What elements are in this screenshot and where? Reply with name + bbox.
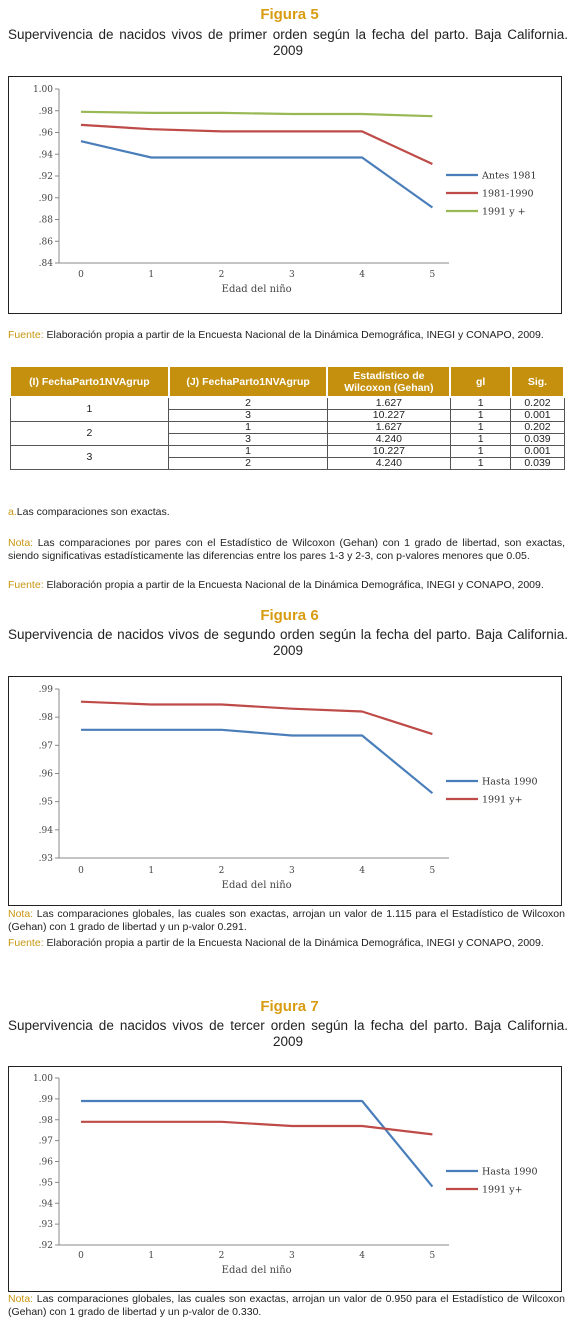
cell-wilcoxon: 1.627 [327,397,450,410]
y-tick-label: .84 [38,259,53,269]
cell-wilcoxon: 1.627 [327,422,450,434]
x-tick-label: 4 [359,866,365,876]
table-row [10,446,564,458]
x-tick-label: 1 [148,270,155,280]
cell-gl: 1 [450,410,511,422]
x-tick-label: 4 [359,270,365,280]
x-axis-title: Edad del niño [221,284,292,295]
x-axis-title: Edad del niño [221,880,292,891]
legend-label: Hasta 1990 [482,776,538,788]
cell-sig: 0.001 [511,446,564,458]
source-label: Fuente: [8,937,44,949]
table-row [10,422,564,434]
note-label: Nota: [8,537,34,549]
note-label: Nota: [8,908,34,920]
cell-gl: 1 [450,422,511,434]
note-text: Las comparaciones por pares con el Estadístico de Wilcoxon (Gehan) con 1 grado de libertad, son exactas, siendo significativas estadísticamente las diferencias entre los pares 1-3 y 2-3, con p-valores menores que 0.05. [8,537,565,562]
note-text: Las comparaciones globales, las cuales son exactas, arrojan un valor de 1.115 para el Estadístico de Wilcoxon (Gehan) con 1 grado de libertad y un p-valor 0.291. [8,908,565,933]
source-text: Elaboración propia a partir de la Encuesta Nacional de la Dinámica Demográfica, INEGI y CONAPO, 2009. [43,579,544,591]
x-tick-label: 5 [429,866,436,876]
y-tick-label: .93 [38,854,53,864]
footnote-a-label: a. [8,506,17,518]
wilcoxon-table [9,365,565,470]
figure-7-subtitle: Supervivencia de nacidos vivos de tercer orden según la fecha del parto. Baja California. 2009 [8,1018,568,1049]
cell-gl: 1 [450,397,511,410]
y-tick-label: .99 [38,1094,53,1105]
figure-7-chart [8,1066,562,1292]
source-text: Elaboración propia a partir de la Encuesta Nacional de la Dinámica Demográfica, INEGI y CONAPO, 2009. [43,937,544,949]
source-text: Elaboración propia a partir de la Encuesta Nacional de la Dinámica Demográfica, INEGI y CONAPO, 2009. [43,329,544,341]
legend-label: 1991 y+ [482,794,523,806]
y-tick-label: .93 [38,1220,53,1231]
y-tick-label: .94 [38,150,53,161]
series-line [81,1101,432,1187]
x-tick-label: 4 [359,1251,365,1261]
source-label: Fuente: [8,329,44,341]
x-tick-label: 1 [148,1251,155,1261]
table-header-row [10,366,564,397]
legend-label: 1981-1990 [482,188,534,200]
x-tick-label: 0 [78,270,84,280]
cell-sig: 0.202 [511,422,564,434]
cell-gl: 1 [450,446,511,458]
x-tick-label: 3 [288,866,295,876]
cell-j: 3 [169,434,328,446]
y-tick-label: .94 [38,1199,53,1210]
legend-label: 1991 y+ [482,1184,523,1196]
x-tick-label: 1 [148,866,155,876]
figure-6-title: Figura 6 [260,607,319,624]
y-tick-label: .96 [38,128,53,139]
cell-i: 3 [10,446,169,470]
legend-label: 1991 y + [482,206,526,218]
figure-7-note [8,1293,565,1318]
cell-wilcoxon: 4.240 [327,458,450,470]
y-tick-label: .86 [38,237,53,248]
y-tick-label: .95 [38,797,53,808]
table-row [10,397,564,410]
source-label: Fuente: [8,579,44,591]
cell-gl: 1 [450,434,511,446]
y-tick-label: .97 [38,741,53,752]
cell-gl: 1 [450,458,511,470]
figure-6-chart-svg [9,677,561,905]
cell-j: 3 [169,410,328,422]
cell-wilcoxon: 10.227 [327,410,450,422]
y-tick-label: .94 [38,825,53,836]
x-tick-label: 5 [429,270,436,280]
y-tick-label: .95 [38,1178,53,1189]
y-tick-label: .98 [38,1115,53,1126]
figure-6-subtitle: Supervivencia de nacidos vivos de segundo orden según la fecha del parto. Baja California. 2009 [8,627,568,658]
y-tick-label: .96 [38,769,53,780]
cell-sig: 0.202 [511,397,564,410]
cell-j: 1 [169,446,328,458]
x-tick-label: 0 [78,1251,84,1261]
col-header-wilcoxon: Estadístico de Wilcoxon (Gehan) [327,366,450,397]
footnote-a-text: Las comparaciones son exactas. [16,506,170,518]
y-tick-label: .90 [38,193,53,204]
note-label: Nota: [8,1293,34,1305]
y-tick-label: .99 [38,685,53,695]
figure-6-chart [8,676,562,906]
y-tick-label: 1.00 [32,85,53,95]
table-note [8,537,565,562]
cell-sig: 0.039 [511,458,564,470]
y-tick-label: .98 [38,713,53,724]
x-tick-label: 3 [288,270,295,280]
col-header-gl: gl [450,366,511,397]
figure-5-subtitle: Supervivencia de nacidos vivos de primer orden según la fecha del parto. Baja California. 2009 [8,27,568,58]
cell-j: 1 [169,422,328,434]
x-axis-title: Edad del niño [221,1265,292,1276]
x-tick-label: 2 [218,1251,225,1261]
cell-sig: 0.039 [511,434,564,446]
figure-5-source [8,329,565,342]
col-header-i: (I) FechaParto1NVAgrup [10,366,169,397]
cell-sig: 0.001 [511,410,564,422]
cell-i: 2 [10,422,169,446]
figure-6-note [8,908,565,933]
x-tick-label: 5 [429,1251,436,1261]
y-tick-label: .88 [38,215,53,226]
figure-5-title: Figura 5 [260,6,319,23]
figure-7-title: Figura 7 [260,998,319,1015]
y-tick-label: .92 [38,1241,53,1251]
cell-wilcoxon: 10.227 [327,446,450,458]
x-tick-label: 2 [218,866,225,876]
table-footnote-a [8,506,565,519]
figure-5-chart [8,76,562,314]
cell-i: 1 [10,397,169,422]
y-tick-label: .97 [38,1136,53,1147]
x-tick-label: 3 [288,1251,295,1261]
y-tick-label: .96 [38,1157,53,1168]
table-source [8,579,565,592]
figure-6-source [8,937,565,950]
y-tick-label: 1.00 [32,1074,53,1084]
cell-j: 2 [169,458,328,470]
col-header-sig: Sig. [511,366,564,397]
cell-j: 2 [169,397,328,410]
note-text: Las comparaciones globales, las cuales son exactas, arrojan un valor de 0.950 para el Estadístico de Wilcoxon (Gehan) con 1 grado de libertad y un p-valor de 0.330. [8,1293,565,1318]
x-tick-label: 0 [78,866,84,876]
y-tick-label: .98 [38,106,53,117]
figure-5-chart-svg [9,77,561,313]
legend-label: Antes 1981 [482,170,537,182]
series-line [81,112,432,116]
legend-label: Hasta 1990 [482,1166,538,1178]
x-tick-label: 2 [218,270,225,280]
cell-wilcoxon: 4.240 [327,434,450,446]
col-header-j: (J) FechaParto1NVAgrup [169,366,328,397]
series-line [81,141,432,207]
series-line [81,730,432,793]
y-tick-label: .92 [38,172,53,182]
figure-7-chart-svg [9,1067,561,1291]
